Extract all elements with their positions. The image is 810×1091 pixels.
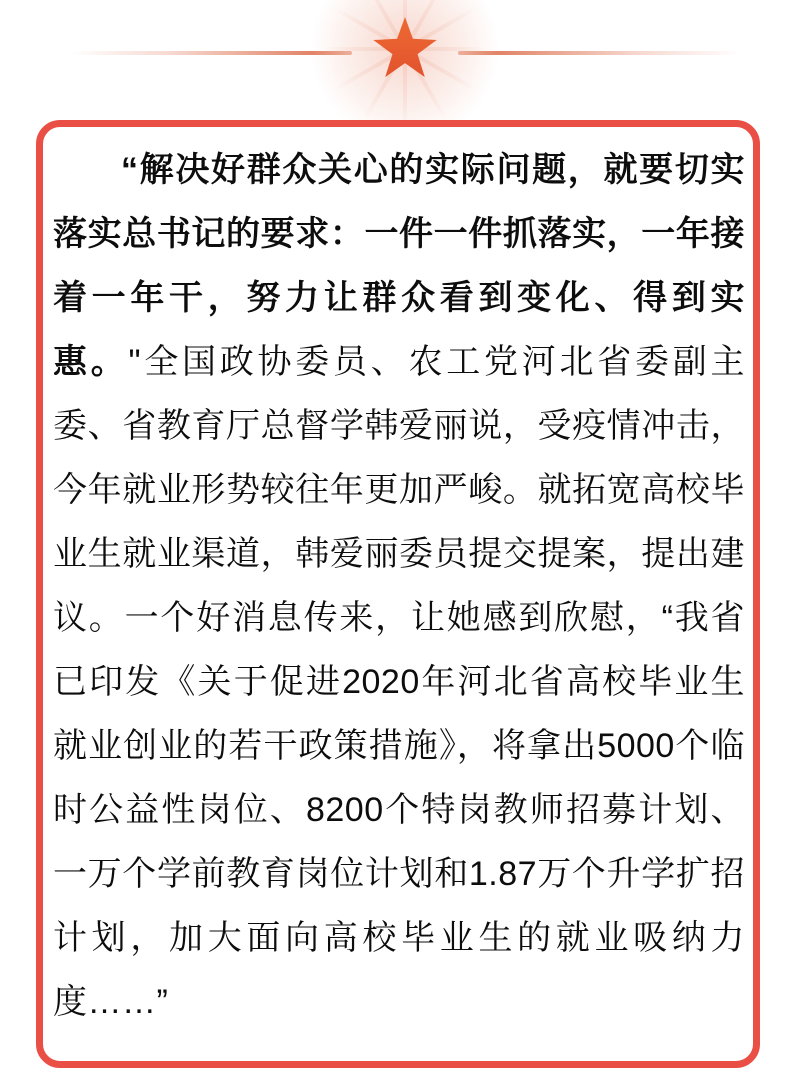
divider-line-right [458,51,740,55]
article-quote-card [36,120,760,1068]
divider-line-left [70,51,352,55]
quote-body-text: "全国政协委员、农工党河北省委副主委、省教育厅总督学韩爱丽说，受疫情冲击，今年就业形势较往年更加严峻。就拓宽高校毕业生就业渠道，韩爱丽委员提交提案，提出建议。一个好消息传来，让她感到欣慰，“我省已印发《关于促进2020年河北省高校毕业生就业创业的若干政策措施》，将拿出5000个临时公益性岗位、8200个特岗教师招募计划、一万个学前教育岗位计划和1.87万个升学扩招计划，加大面向高校毕业生的就业吸纳力度……” [53,343,745,1021]
quote-paragraph [53,138,745,1034]
quote-bold-text: “解决好群众关心的实际问题，就要切实落实总书记的要求：一件一件抓落实，一年接着一年干，努力让群众看到变化、得到实惠。 [53,151,745,381]
header-decoration [0,0,810,120]
